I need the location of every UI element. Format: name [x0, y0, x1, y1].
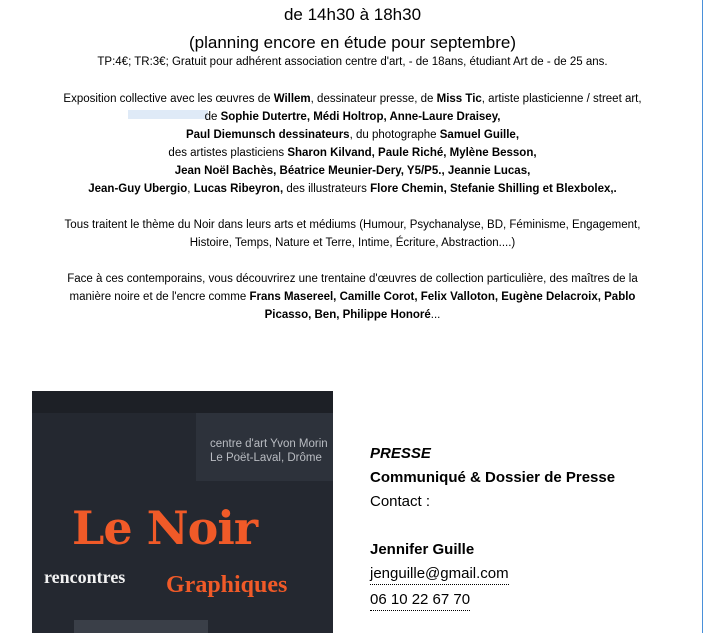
exhibition-paragraph [0, 90, 705, 198]
spacer [370, 514, 615, 538]
exhibition-line-5 [0, 162, 705, 180]
text: , [187, 183, 194, 195]
price-info: TP:4€; TR:3€; Gratuit pour adhérent association centre d'art, - de 18ans, étudiant Art de - de 25 ans. [97, 56, 608, 68]
collection-paragraph [0, 270, 705, 324]
text: manière noire et de l'encre comme [69, 291, 250, 303]
artist-name: Miss Tic [436, 93, 482, 105]
artist-names: Frans Masereel, Camille Corot, Felix Valloton, Eugène Delacroix, Pablo [249, 291, 636, 303]
exhibition-line-2 [0, 108, 705, 126]
exhibition-line-3 [0, 126, 705, 144]
exhibition-line-4 [0, 144, 705, 162]
text: des illustrateurs [283, 183, 371, 195]
artist-names: Sharon Kilvand, Paule Riché, Mylène Besson, [287, 147, 537, 159]
opening-hours: de 14h30 à 18h30 [283, 5, 422, 24]
theme-paragraph [0, 216, 705, 252]
collection-line-2 [0, 288, 705, 306]
artist-name: Lucas Ribeyron, [193, 183, 284, 195]
text: ... [430, 309, 441, 321]
theme-line-1: Tous traitent le thème du Noir dans leurs arts et médiums (Humour, Psychanalyse, BD, Féminisme, Engagement, [64, 219, 641, 231]
planning-note: (planning encore en étude pour septembre) [189, 33, 516, 52]
text: de [204, 111, 221, 123]
poster-top-band [32, 391, 333, 413]
email-link[interactable]: jenguille@gmail.com [370, 563, 509, 585]
exhibition-line-1 [0, 90, 705, 108]
contact-label: Contact : [370, 493, 431, 510]
collection-line-3 [0, 306, 705, 324]
poster-bottom-band [74, 620, 208, 633]
artist-name: Samuel Guille, [439, 129, 520, 141]
press-section [370, 442, 615, 614]
text: Exposition collective avec les œuvres de [63, 93, 274, 105]
poster-venue [210, 437, 328, 465]
phone-link[interactable]: 06 10 22 67 70 [370, 589, 470, 611]
poster-venue-line-2: Le Poët-Laval, Drôme [210, 452, 322, 464]
artist-names: Jean Noël Bachès, Béatrice Meunier-Dery, Y5/P5., Jeannie Lucas, [174, 165, 531, 177]
text: , du photographe [349, 129, 440, 141]
press-subtitle: Communiqué & Dossier de Presse [370, 469, 616, 486]
artist-name: Jean-Guy Ubergio [88, 183, 188, 195]
exhibition-line-6 [0, 180, 705, 198]
text: des artistes plasticiens [168, 147, 288, 159]
text: , artiste plasticienne / street art, [481, 93, 642, 105]
press-title: PRESSE [370, 445, 431, 462]
theme-line-2: Histoire, Temps, Nature et Terre, Intime, Écriture, Abstraction....) [189, 237, 516, 249]
poster-venue-line-1: centre d'art Yvon Morin [210, 438, 328, 450]
text: , dessinateur presse, de [310, 93, 437, 105]
contact-name: Jennifer Guille [370, 541, 475, 558]
artist-names: Paul Diemunsch dessinateurs [185, 129, 350, 141]
artist-names: Sophie Dutertre, Médi Holtrop, Anne-Laure Draisey, [220, 111, 501, 123]
poster-rencontres: rencontres [44, 567, 126, 587]
artist-name: Willem [273, 93, 311, 105]
poster-title: Le Noir [72, 501, 258, 555]
artist-names: Picasso, Ben, Philippe Honoré [264, 309, 431, 321]
collection-line-1: Face à ces contemporains, vous découvrirez une trentaine d'œuvres de collection particulière, des maîtres de la [67, 273, 638, 285]
poster-graphiques: Graphiques [166, 572, 288, 598]
exhibition-poster[interactable] [32, 391, 333, 633]
artist-names: Flore Chemin, Stefanie Shilling et Blexbolex,. [370, 183, 617, 195]
